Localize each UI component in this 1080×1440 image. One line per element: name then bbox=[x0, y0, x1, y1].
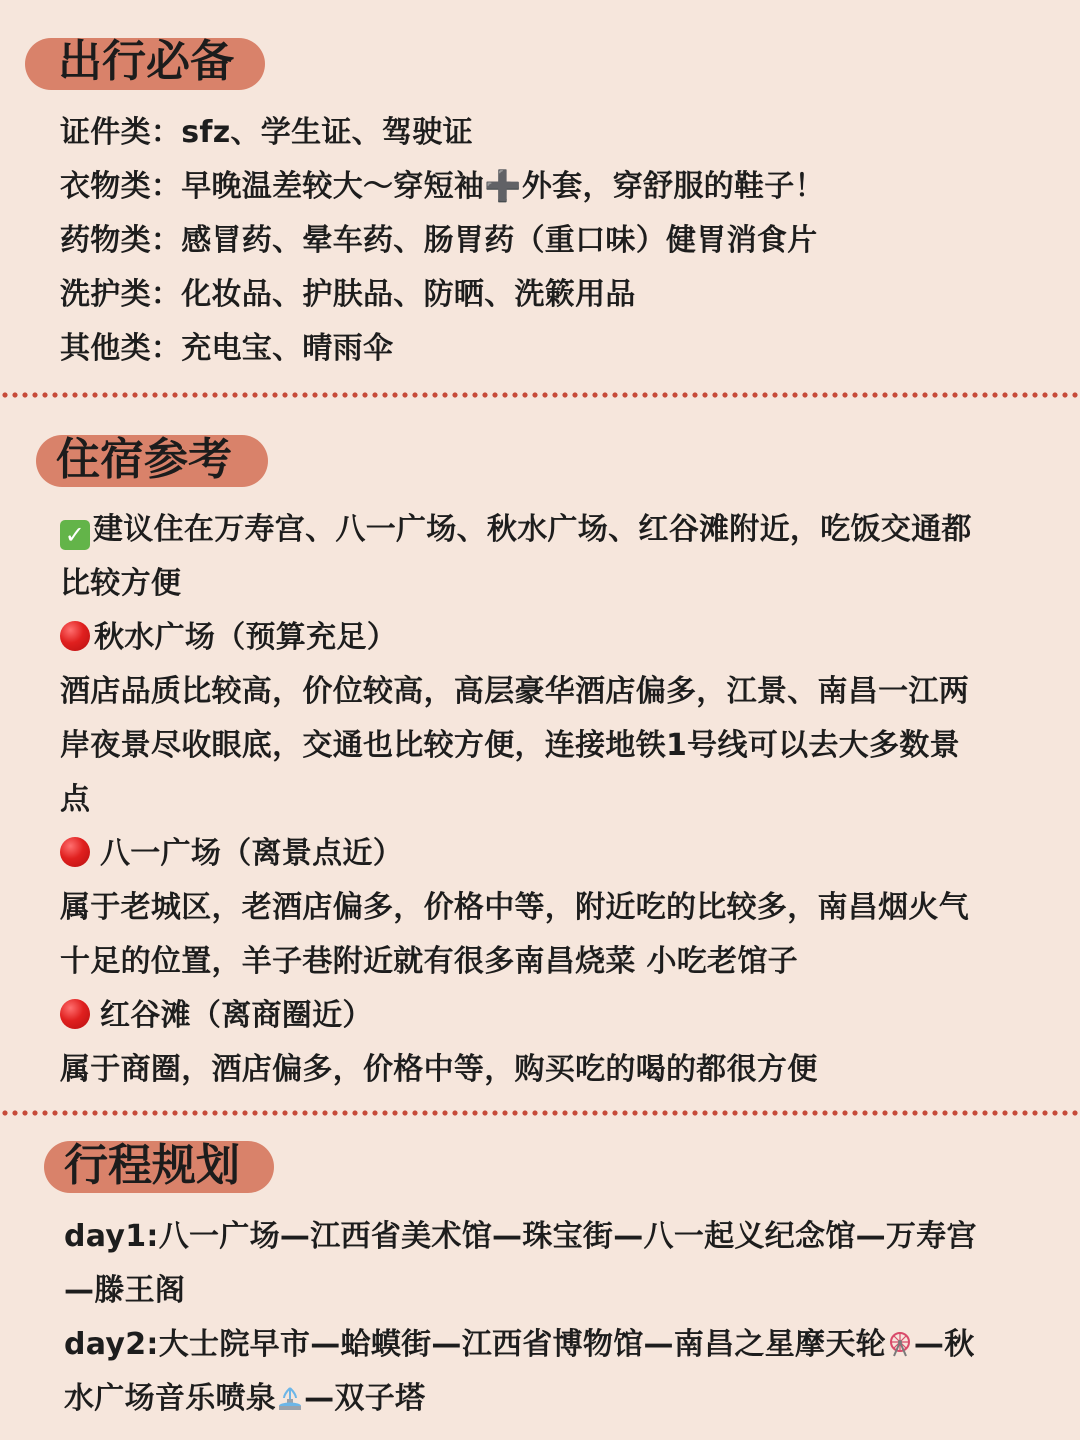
stay-area-qiushui-desc-3: 点 bbox=[60, 782, 91, 817]
travel-row-others: 其他类：充电宝、晴雨伞 bbox=[60, 331, 394, 366]
check-mark-icon: ✓ bbox=[60, 520, 90, 550]
itinerary-day1-line-1: day1:八一广场—江西省美术馆—珠宝街—八一起义纪念馆—万寿宫 bbox=[64, 1219, 977, 1254]
travel-row-clothes: 衣物类：早晚温差较大～穿短袖➕外套，穿舒服的鞋子！ bbox=[60, 169, 825, 204]
red-circle-icon bbox=[60, 621, 90, 651]
stay-suggestion-line-2: 比较方便 bbox=[60, 566, 182, 601]
travel-row-toiletries: 洗护类：化妆品、护肤品、防晒、洗簌用品 bbox=[60, 277, 636, 312]
itinerary-day2-line-1 bbox=[64, 1318, 1024, 1372]
stay-area-qiushui-title bbox=[60, 611, 1020, 665]
travel-row-documents: 证件类：sfz、学生证、驾驶证 bbox=[60, 115, 473, 150]
stay-area-bayi-title bbox=[60, 827, 1020, 881]
dotted-divider bbox=[0, 1110, 1080, 1116]
travel-section-title: 出行必备 bbox=[58, 36, 234, 87]
stay-suggestion-text: 建议住在万寿宫、八一广场、秋水广场、红谷滩附近，吃饭交通都 bbox=[93, 512, 972, 547]
stay-section-title: 住宿参考 bbox=[56, 434, 232, 485]
itinerary-day2-line-2 bbox=[64, 1372, 1024, 1426]
itinerary-section-title: 行程规划 bbox=[64, 1140, 240, 1191]
red-circle-icon bbox=[60, 837, 90, 867]
stay-area-name: 八一广场（离景点近） bbox=[100, 836, 403, 871]
stay-area-qiushui-desc-2: 岸夜景尽收眼底，交通也比较方便，连接地铁1号线可以去大多数景 bbox=[60, 728, 960, 763]
travel-row-medicine: 药物类：感冒药、晕车药、肠胃药（重口味）健胃消食片 bbox=[60, 223, 818, 258]
itinerary-day2-text: day2:大士院早市—蛤蟆街—江西省博物馆—南昌之星摩天轮 bbox=[64, 1327, 886, 1362]
stay-suggestion-line bbox=[60, 503, 1020, 557]
stay-area-name: 红谷滩（离商圈近） bbox=[100, 998, 373, 1033]
fountain-icon bbox=[276, 1384, 304, 1412]
ferris-wheel-icon bbox=[886, 1330, 914, 1358]
dotted-divider bbox=[0, 392, 1080, 398]
itinerary-day2-text-end: —双子塔 bbox=[304, 1381, 426, 1416]
red-circle-icon bbox=[60, 999, 90, 1029]
stay-area-name: 秋水广场（预算充足） bbox=[94, 620, 397, 655]
itinerary-day1-line-2: —滕王阁 bbox=[64, 1273, 186, 1308]
stay-area-bayi-desc-1: 属于老城区，老酒店偏多，价格中等，附近吃的比较多，南昌烟火气 bbox=[60, 890, 969, 925]
stay-area-honggutan-desc-1: 属于商圈，酒店偏多，价格中等，购买吃的喝的都很方便 bbox=[60, 1052, 818, 1087]
itinerary-day2-text: 水广场音乐喷泉 bbox=[64, 1381, 277, 1416]
stay-area-honggutan-title bbox=[60, 989, 1020, 1043]
stay-area-qiushui-desc-1: 酒店品质比较高，价位较高，高层豪华酒店偏多，江景、南昌一江两 bbox=[60, 674, 969, 709]
itinerary-day2-text-end: —秋 bbox=[913, 1327, 975, 1362]
stay-area-bayi-desc-2: 十足的位置，羊子巷附近就有很多南昌烧菜 小吃老馆子 bbox=[60, 944, 798, 979]
